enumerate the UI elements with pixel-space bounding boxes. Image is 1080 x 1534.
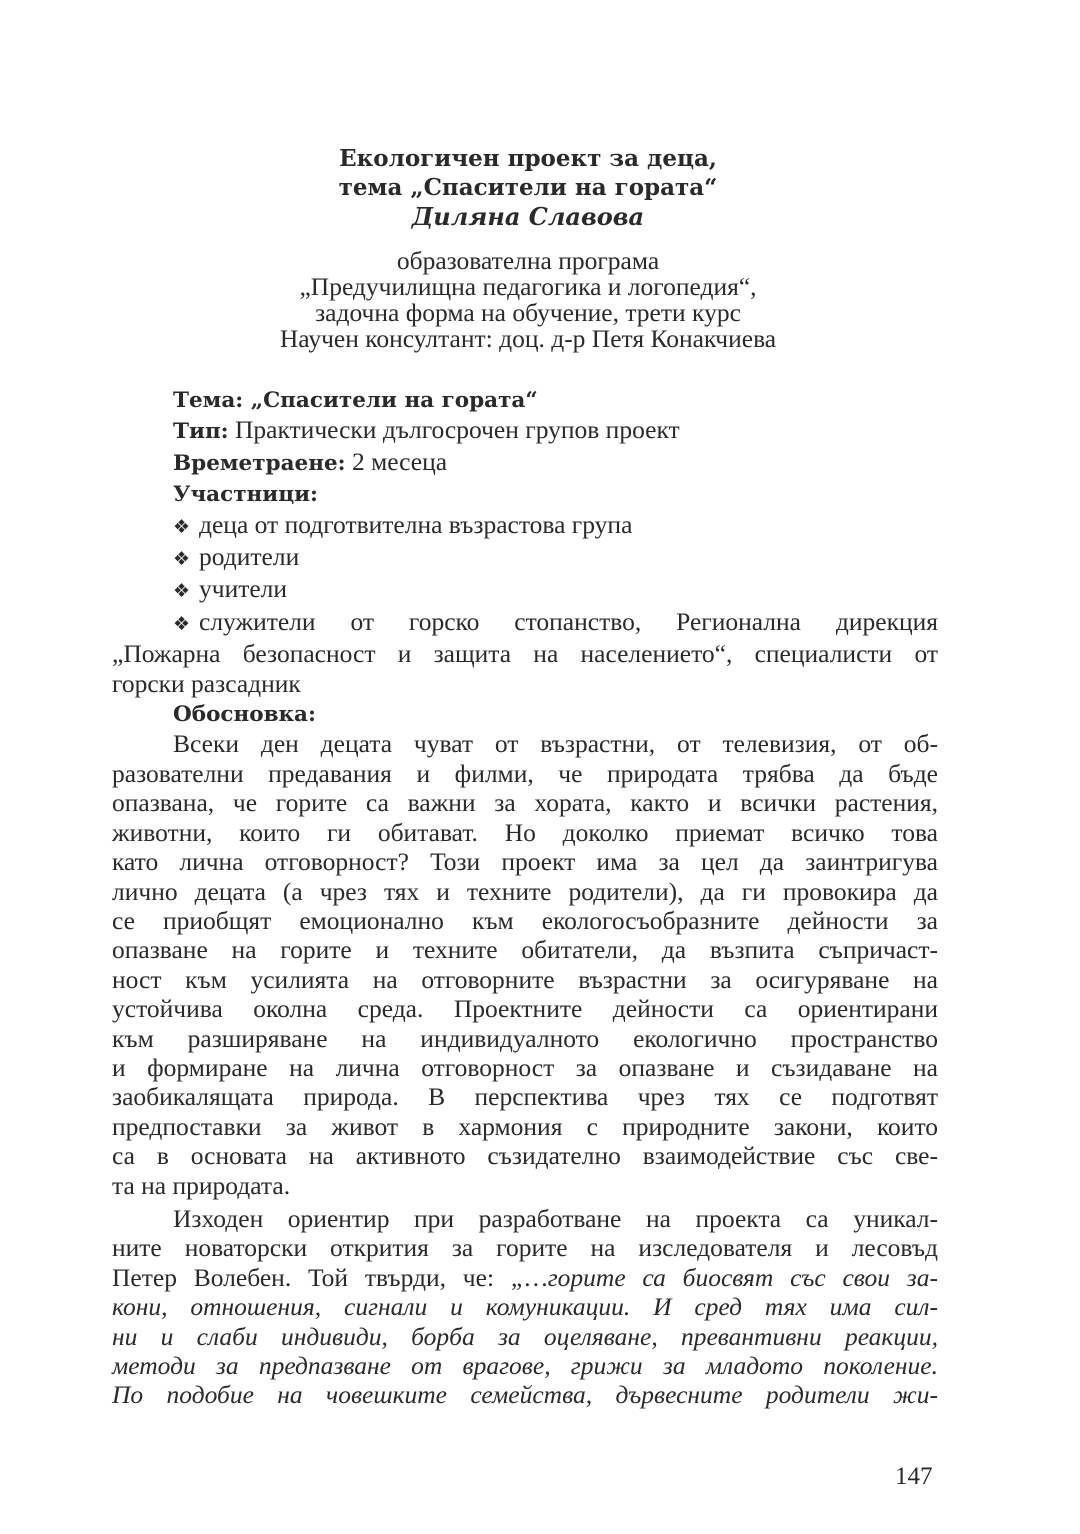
paragraph-line: към разширяване на индивидуалното екологично пространство — [112, 1023, 938, 1053]
article-header — [0, 144, 1056, 231]
program-info-line: „Предучилищна педагогика и логопедия“, — [299, 272, 757, 301]
participants-label: Участници: — [173, 482, 318, 508]
paragraph-line: ните новаторски открития за горите на изследователя и лесовъд — [112, 1233, 938, 1263]
paragraph-text: Петер Волебен. Той твърди, че: — [112, 1262, 511, 1292]
page-number: 147 — [895, 1463, 933, 1490]
paragraph-line: опазвана, че горите са важни за хората, както и всички растения, — [112, 788, 938, 818]
article-title-line-2: тема „Спасители на гората“ — [338, 174, 718, 201]
quote-line — [112, 1292, 938, 1321]
quote-line — [112, 1380, 938, 1409]
bullet-icon: ❖ — [173, 515, 191, 538]
author-name: Диляна Славова — [411, 202, 645, 231]
list-item-continuation: горски разсадник — [112, 668, 301, 698]
paragraph-line: разователни предавания и филми, че природата трябва да бъде — [112, 758, 938, 788]
theme-heading: Тема: „Спасители на гората“ — [173, 388, 538, 413]
paragraph-line: са в основата на активното съзидателно взаимодействие със све- — [112, 1141, 938, 1171]
paragraph-line: като лична отговорност? Този проект има за цел да заинтригува — [112, 847, 938, 877]
article-body — [112, 384, 938, 1410]
duration-value: 2 месеца — [345, 446, 448, 476]
paragraph-line: устойчива околна среда. Проектните дейности са ориентирани — [112, 994, 938, 1024]
list-item-text: служители от горско стопанство, Регионална дирекция — [199, 606, 938, 636]
paragraph-line: та на природата. — [112, 1170, 291, 1200]
paragraph-line: и формиране на лична отговорност за опазване и съзидаване на — [112, 1052, 938, 1082]
paragraph-line — [112, 1263, 938, 1292]
paragraph-line: се приобщят емоционално към екологосъобразните дейности за — [112, 905, 938, 935]
paragraph-line: опазване на горите и техните обитатели, да възпита съпричаст- — [112, 935, 938, 965]
paragraph-line: животни, които ги обитават. Но доколко приемат всичко това — [112, 817, 938, 847]
quote-line — [112, 1322, 938, 1351]
list-item-continuation: „Пожарна безопасност и защита на населението“, специалисти от — [112, 639, 938, 669]
consultant-line: Научен консултант: доц. д-р Петя Конакчиева — [279, 324, 777, 353]
paragraph-line: лично децата (а чрез тях и техните родители), да ги провокира да — [112, 876, 938, 906]
quote-text: „…горите са биосвят със свои за- — [510, 1262, 938, 1292]
article-title-line-1: Екологичен проект за деца, — [339, 145, 717, 172]
paragraph-line: Изходен ориентир при разработване на проекта са уникал- — [173, 1203, 938, 1233]
paragraph-line: предпоставки за живот в хармония с природните закони, които — [112, 1111, 938, 1141]
participants-line — [112, 478, 938, 509]
bullet-icon: ❖ — [173, 612, 191, 635]
duration-label: Времетраене: — [173, 450, 346, 476]
paragraph-line: Всеки ден децата чуват от възрастни, от телевизия, от об- — [173, 729, 938, 759]
source-paragraph — [112, 1204, 938, 1410]
list-item — [112, 574, 938, 606]
type-value: Практически дългосрочен групов проект — [228, 415, 680, 445]
program-info-line: задочна форма на обучение, трети курс — [315, 298, 741, 327]
list-item-text: деца от подготвителна възрастова група — [199, 509, 633, 539]
program-info — [0, 248, 1056, 352]
quote-line — [112, 1351, 938, 1380]
theme-line — [112, 384, 938, 415]
list-item — [112, 607, 938, 639]
quote-text: ни и слаби индивиди, борба за оцеляване, превантивни реакции, — [112, 1321, 938, 1351]
rationale-line — [112, 698, 938, 729]
program-info-line: образователна програма — [396, 246, 660, 275]
quote-text: По подобие на човешките семейства, дървесните родители жи- — [112, 1380, 938, 1410]
bullet-icon: ❖ — [173, 580, 191, 603]
list-item-text: учители — [199, 574, 288, 604]
quote-text: кони, отношения, сигнали и комуникации. И сред тях има сил- — [112, 1292, 938, 1322]
type-label: Тип: — [173, 419, 229, 445]
list-item — [112, 510, 938, 542]
rationale-label: Обосновка: — [173, 702, 316, 728]
paragraph-line: ност към усилията на отговорните възрастни за осигуряване на — [112, 964, 938, 994]
type-line — [112, 415, 938, 446]
bullet-icon: ❖ — [173, 548, 191, 571]
paragraph-line: заобикалящата природа. В перспектива чрез тях се подготвят — [112, 1082, 938, 1112]
duration-line — [112, 447, 938, 478]
quote-text: методи за предпазване от врагове, грижи за младото поколение. — [112, 1351, 938, 1380]
list-item-text: родители — [199, 542, 300, 572]
rationale-paragraph — [112, 729, 938, 1200]
list-item — [112, 542, 938, 574]
